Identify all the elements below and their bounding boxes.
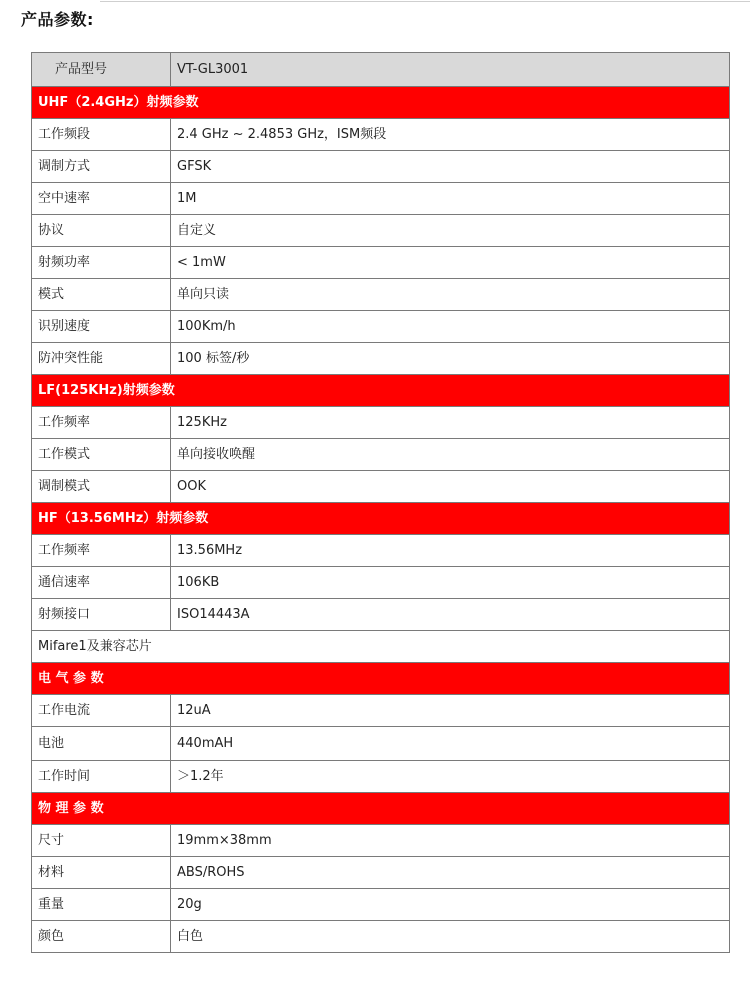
table-row bbox=[32, 825, 730, 857]
row-label: 协议 bbox=[32, 215, 171, 247]
row-label: 调制方式 bbox=[32, 151, 171, 183]
table-row bbox=[32, 343, 730, 375]
row-value: 440mAH bbox=[171, 727, 730, 761]
row-label: 工作电流 bbox=[32, 695, 171, 727]
row-label: 工作频率 bbox=[32, 407, 171, 439]
table-row bbox=[32, 695, 730, 727]
row-label: 射频接口 bbox=[32, 599, 171, 631]
row-label: 颜色 bbox=[32, 921, 171, 953]
row-value: GFSK bbox=[171, 151, 730, 183]
row-value: 白色 bbox=[171, 921, 730, 953]
table-row bbox=[32, 599, 730, 631]
section-title: 电 气 参 数 bbox=[32, 663, 730, 695]
row-value: ＞1.2年 bbox=[171, 761, 730, 793]
row-value: 100Km/h bbox=[171, 311, 730, 343]
table-row bbox=[32, 921, 730, 953]
table-row bbox=[32, 215, 730, 247]
chip-compat-note: Mifare1及兼容芯片 bbox=[32, 631, 730, 663]
section-title: UHF（2.4GHz）射频参数 bbox=[32, 87, 730, 119]
row-value: 2.4 GHz ~ 2.4853 GHz，ISM频段 bbox=[171, 119, 730, 151]
row-value: 125KHz bbox=[171, 407, 730, 439]
row-label: 材料 bbox=[32, 857, 171, 889]
section-title: LF(125KHz)射频参数 bbox=[32, 375, 730, 407]
section-header-lf bbox=[32, 375, 730, 407]
row-value: 12uA bbox=[171, 695, 730, 727]
model-value: VT-GL3001 bbox=[171, 53, 730, 87]
row-label: 尺寸 bbox=[32, 825, 171, 857]
table-row bbox=[32, 727, 730, 761]
row-value: 1M bbox=[171, 183, 730, 215]
table-row bbox=[32, 857, 730, 889]
table-row bbox=[32, 151, 730, 183]
table-row bbox=[32, 567, 730, 599]
row-label: 空中速率 bbox=[32, 183, 171, 215]
row-value: ABS/ROHS bbox=[171, 857, 730, 889]
row-value: 106KB bbox=[171, 567, 730, 599]
row-label: 工作频率 bbox=[32, 535, 171, 567]
table-row-note bbox=[32, 631, 730, 663]
table-row bbox=[32, 119, 730, 151]
section-header-electrical bbox=[32, 663, 730, 695]
row-value: OOK bbox=[171, 471, 730, 503]
section-header-physical bbox=[32, 793, 730, 825]
row-value: ISO14443A bbox=[171, 599, 730, 631]
row-label: 工作模式 bbox=[32, 439, 171, 471]
row-label: 电池 bbox=[32, 727, 171, 761]
section-header-uhf bbox=[32, 87, 730, 119]
table-row bbox=[32, 407, 730, 439]
table-row bbox=[32, 889, 730, 921]
table-row bbox=[32, 761, 730, 793]
table-row bbox=[32, 471, 730, 503]
section-title: 物 理 参 数 bbox=[32, 793, 730, 825]
row-label: 重量 bbox=[32, 889, 171, 921]
row-value: < 1mW bbox=[171, 247, 730, 279]
row-label: 识别速度 bbox=[32, 311, 171, 343]
row-value: 自定义 bbox=[171, 215, 730, 247]
row-value: 单向只读 bbox=[171, 279, 730, 311]
table-row bbox=[32, 183, 730, 215]
spec-table bbox=[31, 52, 730, 953]
row-label: 射频功率 bbox=[32, 247, 171, 279]
row-label: 模式 bbox=[32, 279, 171, 311]
section-header-hf bbox=[32, 503, 730, 535]
model-label: 产品型号 bbox=[32, 53, 171, 87]
page-title: 产品参数: bbox=[21, 10, 94, 29]
top-divider bbox=[100, 1, 750, 2]
table-row bbox=[32, 311, 730, 343]
row-label: 工作频段 bbox=[32, 119, 171, 151]
row-value: 13.56MHz bbox=[171, 535, 730, 567]
row-value: 20g bbox=[171, 889, 730, 921]
table-row bbox=[32, 247, 730, 279]
table-row bbox=[32, 439, 730, 471]
row-label: 防冲突性能 bbox=[32, 343, 171, 375]
table-row bbox=[32, 279, 730, 311]
row-label: 工作时间 bbox=[32, 761, 171, 793]
table-header-row bbox=[32, 53, 730, 87]
table-row bbox=[32, 535, 730, 567]
row-value: 19mm×38mm bbox=[171, 825, 730, 857]
row-value: 单向接收唤醒 bbox=[171, 439, 730, 471]
row-label: 通信速率 bbox=[32, 567, 171, 599]
row-value: 100 标签/秒 bbox=[171, 343, 730, 375]
row-label: 调制模式 bbox=[32, 471, 171, 503]
section-title: HF（13.56MHz）射频参数 bbox=[32, 503, 730, 535]
